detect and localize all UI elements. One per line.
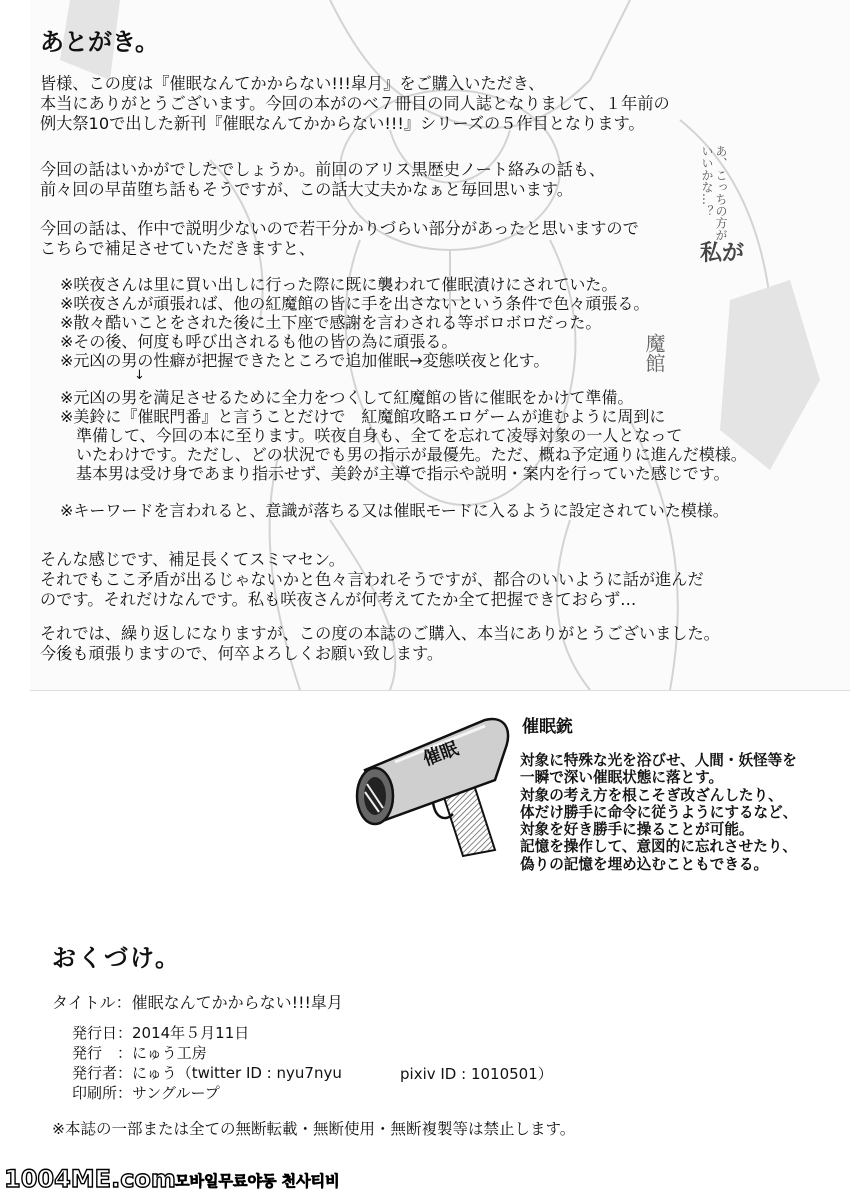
gun-label: 催眠	[420, 738, 462, 771]
gun-title: 催眠銃	[522, 717, 573, 737]
afterword-paragraph-3: 今回の話は、作中で説明少ないので若干分かりづらい部分があったと思いますので こちらで補足させていただきますと、	[40, 219, 639, 258]
supplement-notes-a: ※咲夜さんは里に買い出しに行った際に既に襲われて催眠漬けにされていた。 ※咲夜さんが頑張れば、他の紅魔館の皆に手を出さないという条件で色々頑張る。 ※散々酷いことをされた後に土下座で感謝を言わされる等ボロボロだった。 ※その後、何度も呼び出されるも他の皆の為に頑張る。 ※元凶の男の性癖が把握できたところで追加催眠→変態咲夜と化す。	[60, 275, 650, 370]
copyright-notice: ※本誌の一部または全ての無断転載・無断使用・無断複製等は禁止します。	[52, 1120, 576, 1138]
down-arrow-icon: ↓	[134, 368, 145, 383]
hypnosis-gun-icon	[345, 710, 515, 860]
afterword-title: あとがき。	[40, 28, 160, 56]
background-sign-text: 魔館	[642, 333, 666, 373]
colophon-title: おくづけ。	[52, 944, 182, 972]
afterword-paragraph-2: 今回の話はいかがでしたでしょうか。前回のアリス黒歴史ノート絡みの話も、 前々回の早苗堕ち話もそうですが、この話大丈夫かなぁと毎回思います。	[40, 160, 606, 199]
speech-bubble-text: あ、こっちの方が いいかな…？	[700, 145, 728, 241]
colophon-pixiv: pixiv ID : 1010501）	[400, 1065, 553, 1083]
afterword-paragraph-1: 皆様、この度は『催眠なんてかからない!!!皐月』をご購入いただき、 本当にありがとうございます。今回の本がのべ７冊目の同人誌となりまして、１年前の 例大祭10で出した新刊『催眠なんてかからない!!!』シリーズの５作目となります。	[40, 74, 670, 133]
afterword-paragraph-4: そんな感じです、補足長くてスミマセン。 それでもここ矛盾が出るじゃないかと色々言われそうですが、都合のいいように話が進んだ のです。それだけなんです。私も咲夜さんが何考えてたか全て把握できておらず…	[40, 550, 704, 609]
footer-site-watermark: 1004ME.com	[4, 1165, 176, 1193]
supplement-note-keyword: ※キーワードを言われると、意識が落ちる又は催眠モードに入るように設定されていた模様。	[60, 501, 729, 520]
colophon-book-title: タイトル：催眠なんてかからない!!!皐月	[52, 993, 343, 1012]
supplement-notes-b: ※元凶の男を満足させるために全力をつくして紅魔館の皆に催眠をかけて準備。 ※美鈴に『催眠門番』と言うことだけで 紅魔館攻略エロゲームが進むように周到に 準備して、今回の本に至ります。咲夜自身も、全てを忘れて凌辱対象の一人となって いたわけです。ただし、どの状況でも男の指示が最優先。ただ、概ね予定通りに進んだ模様。 基本男は受け身であまり指示せず、美鈴が主導で指示や説明・案内を行っていた感じです。	[60, 388, 747, 483]
afterword-paragraph-5: それでは、繰り返しになりますが、この度の本誌のご購入、本当にありがとうございました。 今後も頑張りますので、何卒よろしくお願い致します。	[40, 624, 720, 663]
speech-text: 私が	[700, 241, 745, 266]
footer-korean-watermark: 모바일무료야동 천사티비	[175, 1172, 340, 1190]
colophon-details: 発行日：2014年５月11日 発行 ：にゅう工房 発行者：にゅう（twitter ID : nyu7nyu 印刷所：サングループ	[72, 1024, 342, 1102]
hypnosis-gun-illustration	[345, 710, 515, 864]
gun-description: 対象に特殊な光を浴びせ、人間・妖怪等を 一瞬で深い催眠状態に落とす。 対象の考え方を根こそぎ改ざんしたり、 体だけ勝手に命令に従うようにするなど、 対象を好き勝手に操ることが可能。 記憶を操作して、意図的に忘れさせたり、 偽りの記憶を埋め込むこともできる。	[520, 752, 798, 873]
